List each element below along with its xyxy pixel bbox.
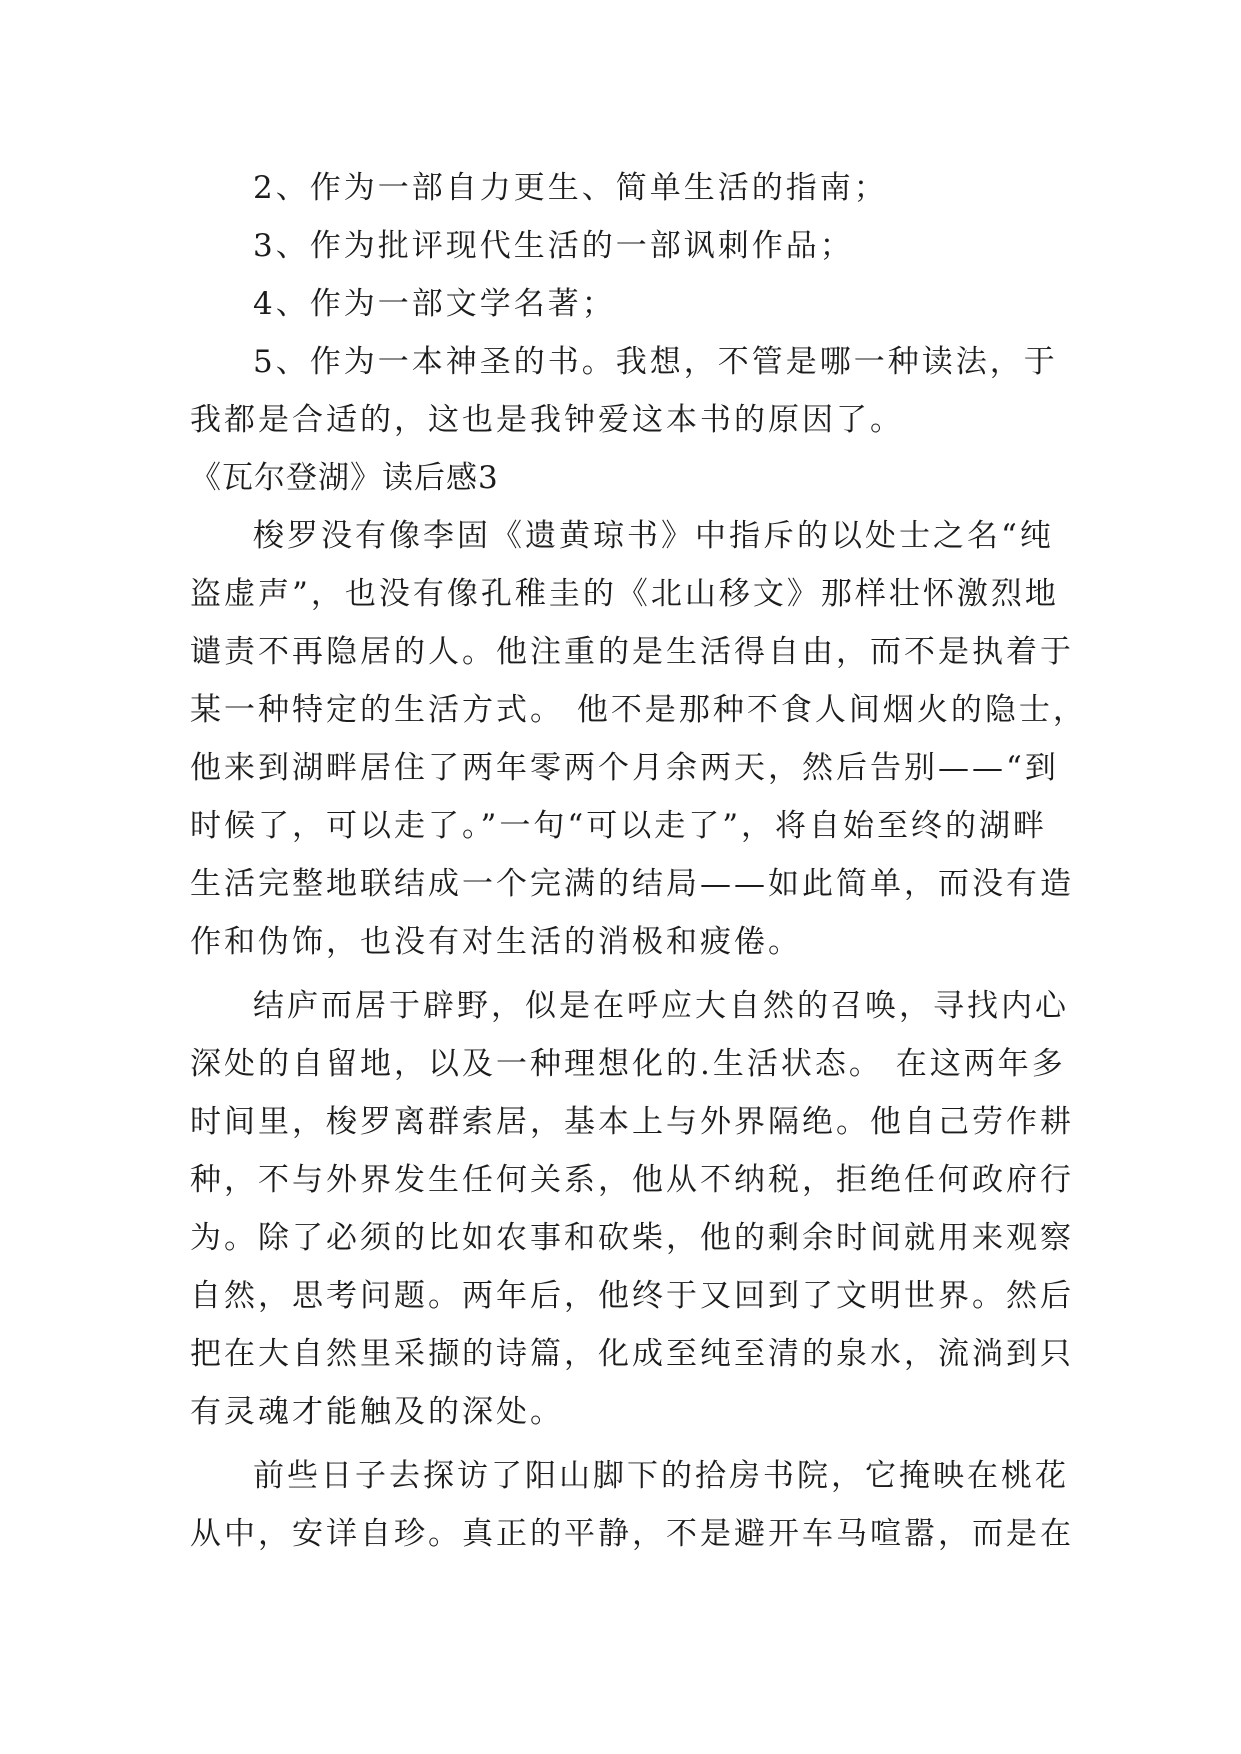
paragraph-2-line xyxy=(0,976,1241,1036)
paragraph-text: 从中，安详自珍。真正的平静，不是避开车马喧嚣，而是在 xyxy=(190,1516,1074,1552)
paragraph-1-line xyxy=(0,680,1241,740)
paragraph-1-line xyxy=(0,912,1241,972)
paragraph-1-line xyxy=(0,506,1241,566)
paragraph-1-line xyxy=(0,738,1241,798)
paragraph-text: 梭罗没有像李固《遗黄琼书》中指斥的以处士之名“纯 xyxy=(253,518,1054,554)
paragraph-2-line xyxy=(0,1324,1241,1384)
paragraph-1-line xyxy=(0,622,1241,682)
paragraph-text: 深处的自留地，以及一种理想化的.生活状态。 在这两年多 xyxy=(190,1046,1066,1082)
list-item-text: 2、作为一部自力更生、简单生活的指南； xyxy=(253,170,888,206)
section-title-text: 《瓦尔登湖》读后感3 xyxy=(190,460,499,496)
paragraph-1-line xyxy=(0,854,1241,914)
list-item-2 xyxy=(0,158,1241,218)
paragraph-text: 种，不与外界发生任何关系，他从不纳税，拒绝任何政府行 xyxy=(190,1162,1074,1198)
paragraph-text: 为。除了必须的比如农事和砍柴，他的剩余时间就用来观察 xyxy=(190,1220,1074,1256)
paragraph-text: 生活完整地联结成一个完满的结局——如此简单，而没有造 xyxy=(190,866,1074,902)
list-item-text: 4、作为一部文学名著； xyxy=(253,286,616,322)
section-title xyxy=(0,448,1241,508)
list-item-4 xyxy=(0,274,1241,334)
paragraph-2-line xyxy=(0,1208,1241,1268)
list-item-3 xyxy=(0,216,1241,276)
paragraph-text: 前些日子去探访了阳山脚下的拾房书院，它掩映在桃花 xyxy=(253,1458,1069,1494)
paragraph-text: 盗虚声”，也没有像孔稚圭的《北山移文》那样壮怀激烈地 xyxy=(190,576,1059,612)
paragraph-text: 他来到湖畔居住了两年零两个月余两天，然后告别——“到 xyxy=(190,750,1059,786)
list-item-text: 3、作为批评现代生活的一部讽刺作品； xyxy=(253,228,854,264)
paragraph-1-line xyxy=(0,796,1241,856)
paragraph-2-line xyxy=(0,1034,1241,1094)
paragraph-text: 谴责不再隐居的人。他注重的是生活得自由，而不是执着于 xyxy=(190,634,1074,670)
paragraph-2-line xyxy=(0,1092,1241,1152)
paragraph-text: 作和伪饰，也没有对生活的消极和疲倦。 xyxy=(190,924,802,960)
paragraph-text: 把在大自然里采撷的诗篇，化成至纯至清的泉水，流淌到只 xyxy=(190,1336,1074,1372)
paragraph-text: 有灵魂才能触及的深处。 xyxy=(190,1394,564,1430)
list-item-text: 5、作为一本神圣的书。我想，不管是哪一种读法，于 xyxy=(253,344,1058,380)
paragraph-3-line xyxy=(0,1504,1241,1564)
paragraph-2-line xyxy=(0,1266,1241,1326)
paragraph-1-line xyxy=(0,564,1241,624)
list-item-5 xyxy=(0,332,1241,392)
paragraph-3-line xyxy=(0,1446,1241,1506)
paragraph-text: 某一种特定的生活方式。 他不是那种不食人间烟火的隐士， xyxy=(190,692,1087,728)
list-item-5-continuation xyxy=(0,390,1241,450)
paragraph-2-line xyxy=(0,1150,1241,1210)
list-item-text: 我都是合适的，这也是我钟爱这本书的原因了。 xyxy=(190,402,904,438)
paragraph-text: 时间里，梭罗离群索居，基本上与外界隔绝。他自己劳作耕 xyxy=(190,1104,1074,1140)
paragraph-text: 自然，思考问题。两年后，他终于又回到了文明世界。然后 xyxy=(190,1278,1074,1314)
paragraph-2-line xyxy=(0,1382,1241,1442)
paragraph-text: 时候了，可以走了。”一句“可以走了”，将自始至终的湖畔 xyxy=(190,808,1048,844)
paragraph-text: 结庐而居于辟野，似是在呼应大自然的召唤，寻找内心 xyxy=(253,988,1069,1024)
